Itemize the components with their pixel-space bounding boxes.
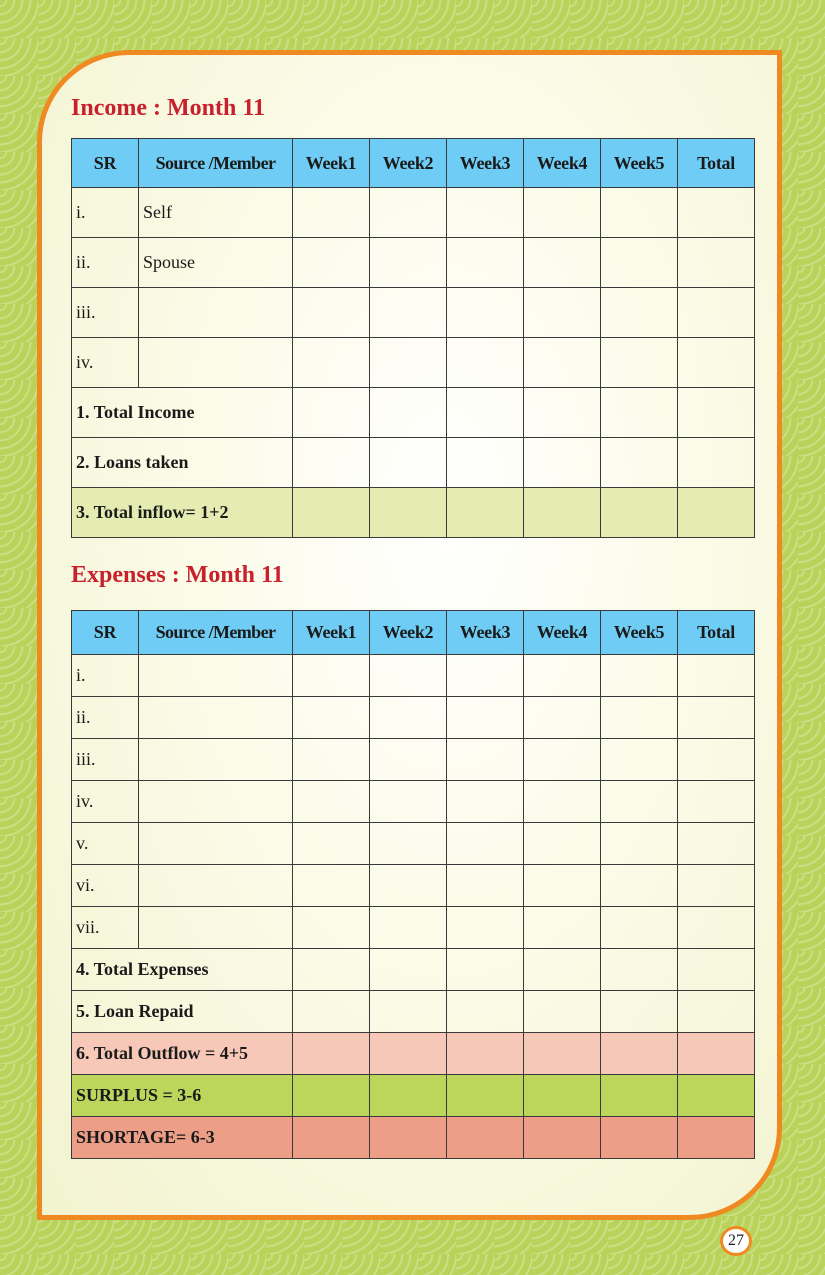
total-cell[interactable] — [678, 781, 755, 823]
amount-cell[interactable] — [601, 238, 678, 288]
expense-source-cell[interactable] — [139, 739, 293, 781]
amount-cell[interactable] — [447, 1075, 524, 1117]
income-row — [72, 288, 755, 338]
income-header-week3: Week3 — [447, 139, 524, 188]
amount-cell[interactable] — [293, 655, 370, 697]
page-number-badge: 27 — [720, 1226, 752, 1256]
expenses-header-total: Total — [678, 611, 755, 655]
amount-cell[interactable] — [447, 739, 524, 781]
amount-cell[interactable] — [370, 739, 447, 781]
amount-cell[interactable] — [447, 238, 524, 288]
amount-cell[interactable] — [370, 781, 447, 823]
amount-cell[interactable] — [293, 338, 370, 388]
expense-source-cell[interactable] — [139, 697, 293, 739]
amount-cell[interactable] — [447, 949, 524, 991]
amount-cell[interactable] — [370, 1117, 447, 1159]
expense-row — [72, 697, 755, 739]
income-row — [72, 238, 755, 288]
amount-cell[interactable] — [370, 697, 447, 739]
income-header-week2: Week2 — [370, 139, 447, 188]
amount-cell[interactable] — [601, 1117, 678, 1159]
amount-cell[interactable] — [524, 655, 601, 697]
amount-cell[interactable] — [447, 1117, 524, 1159]
amount-cell[interactable] — [601, 781, 678, 823]
expense-row — [72, 739, 755, 781]
amount-cell[interactable] — [370, 1075, 447, 1117]
expense-sr-cell: iii. — [72, 739, 139, 781]
loan-repaid-label: 5. Loan Repaid — [72, 991, 293, 1033]
total-cell[interactable] — [678, 388, 755, 438]
expenses-header-week5: Week5 — [601, 611, 678, 655]
expenses-header-week1: Week1 — [293, 611, 370, 655]
total-cell[interactable] — [678, 288, 755, 338]
total-cell[interactable] — [678, 488, 755, 538]
total-cell[interactable] — [678, 907, 755, 949]
amount-cell[interactable] — [370, 655, 447, 697]
amount-cell[interactable] — [293, 1075, 370, 1117]
expense-sr-cell: ii. — [72, 697, 139, 739]
total-outflow-label: 6. Total Outflow = 4+5 — [72, 1033, 293, 1075]
total-cell[interactable] — [678, 238, 755, 288]
amount-cell[interactable] — [524, 488, 601, 538]
income-row — [72, 188, 755, 238]
amount-cell[interactable] — [370, 991, 447, 1033]
amount-cell[interactable] — [293, 1033, 370, 1075]
total-income-row — [72, 388, 755, 438]
income-header-week1: Week1 — [293, 139, 370, 188]
total-cell[interactable] — [678, 655, 755, 697]
total-cell[interactable] — [678, 338, 755, 388]
total-outflow-row — [72, 1033, 755, 1075]
amount-cell[interactable] — [447, 655, 524, 697]
amount-cell[interactable] — [293, 697, 370, 739]
amount-cell[interactable] — [601, 188, 678, 238]
expense-sr-cell: iv. — [72, 781, 139, 823]
total-expenses-row — [72, 949, 755, 991]
amount-cell[interactable] — [601, 949, 678, 991]
expense-source-cell[interactable] — [139, 781, 293, 823]
total-inflow-row — [72, 488, 755, 538]
amount-cell[interactable] — [524, 865, 601, 907]
expense-source-cell[interactable] — [139, 823, 293, 865]
income-sr-cell: iii. — [72, 288, 139, 338]
amount-cell[interactable] — [447, 781, 524, 823]
income-source-cell[interactable] — [139, 288, 293, 338]
amount-cell[interactable] — [524, 188, 601, 238]
amount-cell[interactable] — [370, 949, 447, 991]
income-sr-cell: ii. — [72, 238, 139, 288]
amount-cell[interactable] — [524, 949, 601, 991]
income-table — [71, 138, 755, 538]
amount-cell[interactable] — [524, 388, 601, 438]
amount-cell[interactable] — [447, 488, 524, 538]
amount-cell[interactable] — [447, 438, 524, 488]
income-header-total: Total — [678, 139, 755, 188]
amount-cell[interactable] — [447, 907, 524, 949]
expenses-header-week4: Week4 — [524, 611, 601, 655]
amount-cell[interactable] — [524, 238, 601, 288]
amount-cell[interactable] — [524, 781, 601, 823]
amount-cell[interactable] — [293, 949, 370, 991]
amount-cell[interactable] — [370, 438, 447, 488]
income-sr-cell: iv. — [72, 338, 139, 388]
amount-cell[interactable] — [601, 338, 678, 388]
amount-cell[interactable] — [601, 1033, 678, 1075]
amount-cell[interactable] — [370, 238, 447, 288]
expenses-header-source: Source /Member — [139, 611, 293, 655]
amount-cell[interactable] — [524, 907, 601, 949]
income-row — [72, 338, 755, 388]
expense-row — [72, 781, 755, 823]
loans-taken-row — [72, 438, 755, 488]
amount-cell[interactable] — [601, 388, 678, 438]
total-cell[interactable] — [678, 949, 755, 991]
amount-cell[interactable] — [293, 438, 370, 488]
amount-cell[interactable] — [447, 338, 524, 388]
expense-sr-cell: vii. — [72, 907, 139, 949]
amount-cell[interactable] — [370, 1033, 447, 1075]
total-cell[interactable] — [678, 1033, 755, 1075]
expense-row — [72, 823, 755, 865]
amount-cell[interactable] — [601, 907, 678, 949]
expense-row — [72, 907, 755, 949]
amount-cell[interactable] — [601, 823, 678, 865]
loan-repaid-row — [72, 991, 755, 1033]
amount-cell[interactable] — [447, 188, 524, 238]
expenses-header-week3: Week3 — [447, 611, 524, 655]
expense-row — [72, 865, 755, 907]
expenses-header-week2: Week2 — [370, 611, 447, 655]
expense-sr-cell: i. — [72, 655, 139, 697]
amount-cell[interactable] — [524, 739, 601, 781]
amount-cell[interactable] — [293, 823, 370, 865]
expense-row — [72, 655, 755, 697]
total-cell[interactable] — [678, 697, 755, 739]
amount-cell[interactable] — [370, 388, 447, 438]
amount-cell[interactable] — [601, 739, 678, 781]
amount-cell[interactable] — [524, 338, 601, 388]
amount-cell[interactable] — [370, 188, 447, 238]
expenses-header-row — [72, 611, 755, 655]
amount-cell[interactable] — [601, 865, 678, 907]
expense-sr-cell: v. — [72, 823, 139, 865]
shortage-label: SHORTAGE= 6-3 — [72, 1117, 293, 1159]
surplus-label: SURPLUS = 3-6 — [72, 1075, 293, 1117]
amount-cell[interactable] — [601, 697, 678, 739]
amount-cell[interactable] — [601, 488, 678, 538]
income-sr-cell: i. — [72, 188, 139, 238]
amount-cell[interactable] — [524, 1033, 601, 1075]
amount-cell[interactable] — [293, 865, 370, 907]
total-cell[interactable] — [678, 188, 755, 238]
total-cell[interactable] — [678, 823, 755, 865]
amount-cell[interactable] — [601, 991, 678, 1033]
amount-cell[interactable] — [524, 288, 601, 338]
amount-cell[interactable] — [524, 991, 601, 1033]
expense-sr-cell: vi. — [72, 865, 139, 907]
amount-cell[interactable] — [601, 655, 678, 697]
amount-cell[interactable] — [524, 438, 601, 488]
amount-cell[interactable] — [601, 438, 678, 488]
income-header-week5: Week5 — [601, 139, 678, 188]
amount-cell[interactable] — [370, 488, 447, 538]
expense-source-cell[interactable] — [139, 655, 293, 697]
amount-cell[interactable] — [370, 823, 447, 865]
amount-cell[interactable] — [447, 823, 524, 865]
amount-cell[interactable] — [524, 697, 601, 739]
shortage-row — [72, 1117, 755, 1159]
amount-cell[interactable] — [293, 238, 370, 288]
expenses-section-title: Expenses : Month 11 — [71, 562, 284, 588]
amount-cell[interactable] — [447, 1033, 524, 1075]
amount-cell[interactable] — [293, 991, 370, 1033]
amount-cell[interactable] — [447, 288, 524, 338]
surplus-row — [72, 1075, 755, 1117]
total-expenses-label: 4. Total Expenses — [72, 949, 293, 991]
amount-cell[interactable] — [447, 991, 524, 1033]
amount-cell[interactable] — [370, 338, 447, 388]
amount-cell[interactable] — [293, 188, 370, 238]
income-section-title: Income : Month 11 — [71, 95, 265, 121]
expenses-table — [71, 610, 755, 1159]
amount-cell[interactable] — [293, 1117, 370, 1159]
total-cell[interactable] — [678, 865, 755, 907]
amount-cell[interactable] — [447, 865, 524, 907]
total-cell[interactable] — [678, 1075, 755, 1117]
total-cell[interactable] — [678, 991, 755, 1033]
total-cell[interactable] — [678, 739, 755, 781]
amount-cell[interactable] — [293, 907, 370, 949]
total-inflow-label: 3. Total inflow= 1+2 — [72, 488, 293, 538]
income-source-cell[interactable]: Spouse — [139, 238, 293, 288]
amount-cell[interactable] — [601, 288, 678, 338]
income-header-week4: Week4 — [524, 139, 601, 188]
amount-cell[interactable] — [601, 1075, 678, 1117]
total-cell[interactable] — [678, 1117, 755, 1159]
income-source-cell[interactable]: Self — [139, 188, 293, 238]
amount-cell[interactable] — [524, 823, 601, 865]
income-source-cell[interactable] — [139, 338, 293, 388]
amount-cell[interactable] — [293, 781, 370, 823]
amount-cell[interactable] — [447, 697, 524, 739]
amount-cell[interactable] — [447, 388, 524, 438]
income-header-row — [72, 139, 755, 188]
amount-cell[interactable] — [370, 907, 447, 949]
amount-cell[interactable] — [293, 739, 370, 781]
amount-cell[interactable] — [524, 1117, 601, 1159]
total-cell[interactable] — [678, 438, 755, 488]
total-income-label: 1. Total Income — [72, 388, 293, 438]
amount-cell[interactable] — [370, 865, 447, 907]
amount-cell[interactable] — [524, 1075, 601, 1117]
income-header-sr: SR — [72, 139, 139, 188]
expense-source-cell[interactable] — [139, 865, 293, 907]
amount-cell[interactable] — [293, 488, 370, 538]
income-header-source: Source /Member — [139, 139, 293, 188]
expense-source-cell[interactable] — [139, 907, 293, 949]
amount-cell[interactable] — [293, 388, 370, 438]
loans-taken-label: 2. Loans taken — [72, 438, 293, 488]
amount-cell[interactable] — [370, 288, 447, 338]
expenses-header-sr: SR — [72, 611, 139, 655]
amount-cell[interactable] — [293, 288, 370, 338]
